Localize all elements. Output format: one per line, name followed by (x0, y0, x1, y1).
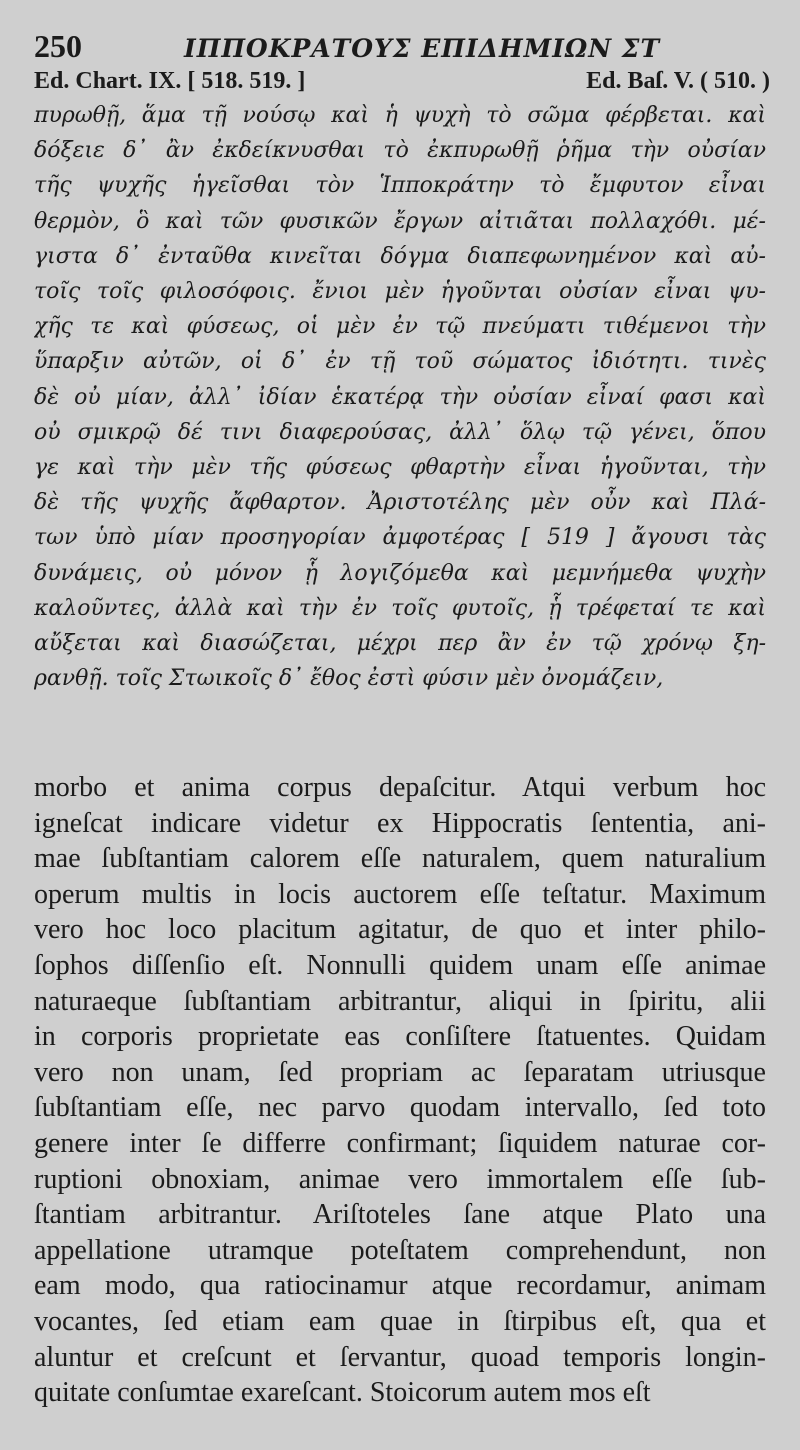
latin-text-line: operum multis in locis auctorem eſſe teſtatur. Maximum (34, 878, 766, 910)
latin-text-line: vero non unam, ſed propriam ac ſeparatam utriusque (34, 1056, 766, 1088)
greek-text-line: γε καὶ τὴν μὲν τῆς φύσεως φθαρτὴν εἶναι ἡγοῦνται, τὴν (34, 455, 766, 481)
latin-text-line: ruptioni obnoxiam, animae vero immortalem eſſe ſub- (34, 1163, 766, 1195)
greek-text-line: αὔξεται καὶ διασώζεται, μέχρι περ ἂν ἐν τῷ χρόνῳ ξη- (34, 631, 766, 657)
page-number: 250 (34, 28, 82, 64)
edition-references (34, 68, 770, 98)
edition-chart-reference: Ed. Chart. IX. [ 518. 519. ] (34, 68, 306, 94)
greek-text-line: γιστα δ᾽ ἐνταῦθα κινεῖται δόγμα διαπεφωνημένον καὶ αὐ- (34, 243, 766, 269)
greek-text-block (34, 98, 766, 696)
latin-text-line: mae ſubſtantiam calorem eſſe naturalem, quem naturalium (34, 843, 766, 875)
greek-text-line: χῆς τε καὶ φύσεως, οἱ μὲν ἐν τῷ πνεύματι τιθέμενοι τὴν (34, 314, 766, 340)
latin-text-line: igneſcat indicare videtur ex Hippocratis ſententia, ani- (34, 807, 766, 839)
latin-text-line: eam modo, qua ratiocinamur atque recordamur, animam (34, 1270, 766, 1302)
greek-text-line: ὕπαρξιν αὐτῶν, οἱ δ᾽ ἐν τῇ τοῦ σώματος ἰδιότητι. τινὲς (34, 349, 766, 375)
page-header (34, 28, 770, 64)
latin-text-line: genere inter ſe differre confirmant; ſiquidem naturae cor- (34, 1127, 766, 1159)
greek-text-line: δὲ οὐ μίαν, ἀλλ᾽ ἰδίαν ἑκατέρᾳ τὴν οὐσίαν εἶναί φασι καὶ (34, 384, 766, 410)
latin-text-line: naturaeque ſubſtantiam arbitrantur, aliqui in ſpiritu, alii (34, 985, 766, 1017)
greek-text-line: τοῖς τοῖς φιλοσόφοις. ἔνιοι μὲν ἡγοῦνται οὐσίαν εἶναι ψυ- (34, 279, 766, 305)
greek-text-line: τῆς ψυχῆς ἡγεῖσθαι τὸν Ἱπποκράτην τὸ ἔμφυτον εἶναι (34, 173, 766, 199)
greek-text-line: δόξειε δ᾽ ἂν ἐκδείκνυσθαι τὸ ἐκπυρωθῇ ῥῆμα τὴν οὐσίαν (34, 138, 766, 164)
greek-text-line: δὲ τῆς ψυχῆς ἄφθαρτον. Ἀριστοτέλης μὲν οὖν καὶ Πλά- (34, 490, 766, 516)
latin-text-block (34, 770, 766, 1411)
greek-text-line: οὐ σμικρῷ δέ τινι διαφερούσας, ἀλλ᾽ ὅλῳ τῷ γένει, ὅπου (34, 419, 766, 445)
greek-text-line: των ὑπὸ μίαν προσηγορίαν ἀμφοτέρας [ 519 ] ἄγουσι τὰς (34, 525, 766, 551)
running-title: ΙΠΠΟΚΡΑΤΟΥΣ ΕΠΙΔΗΜΙΩΝ ΣΤ (184, 34, 661, 63)
latin-text-line: ſophos diſſenſio eſt. Nonnulli quidem unam eſſe animae (34, 949, 766, 981)
latin-text-line: morbo et anima corpus depaſcitur. Atqui verbum hoc (34, 772, 766, 803)
latin-text-line: vocantes, ſed etiam eam quae in ſtirpibus eſt, qua et (34, 1305, 766, 1337)
greek-text-line: καλοῦντες, ἀλλὰ καὶ τὴν ἐν τοῖς φυτοῖς, ᾗ τρέφεταί τε καὶ (34, 595, 766, 621)
greek-text-line: πυρωθῇ, ἅμα τῇ νούσῳ καὶ ἡ ψυχὴ τὸ σῶμα φέρβεται. καὶ (34, 103, 766, 128)
greek-text-line: δυνάμεις, οὐ μόνον ᾗ λογιζόμεθα καὶ μεμνήμεθα ψυχὴν (34, 560, 766, 586)
latin-text-line: ſubſtantiam eſſe, nec parvo quodam intervallo, ſed toto (34, 1092, 766, 1124)
edition-basel-reference: Ed. Baſ. V. ( 510. ) (586, 68, 770, 94)
latin-text-line: ſtantiam arbitrantur. Ariſtoteles ſane atque Plato una (34, 1199, 766, 1231)
greek-text-line: ρανθῇ. τοῖς Στωικοῖς δ᾽ ἔθος ἐστὶ φύσιν μὲν ὀνομάζειν, (34, 666, 664, 692)
latin-text-line: appellatione utramque poteſtatem comprehendunt, non (34, 1234, 766, 1266)
latin-text-line: quitate conſumtae exareſcant. Stoicorum autem mos eſt (34, 1377, 651, 1409)
latin-text-line: vero hoc loco placitum agitatur, de quo et inter philo- (34, 914, 766, 946)
latin-text-line: in corporis proprietate eas conſiſtere ſtatuentes. Quidam (34, 1021, 766, 1053)
latin-text-line: aluntur et creſcunt et ſervantur, quoad temporis longin- (34, 1341, 766, 1373)
greek-text-line: θερμὸν, ὃ καὶ τῶν φυσικῶν ἔργων αἰτιᾶται πολλαχόθι. μέ- (34, 208, 766, 234)
